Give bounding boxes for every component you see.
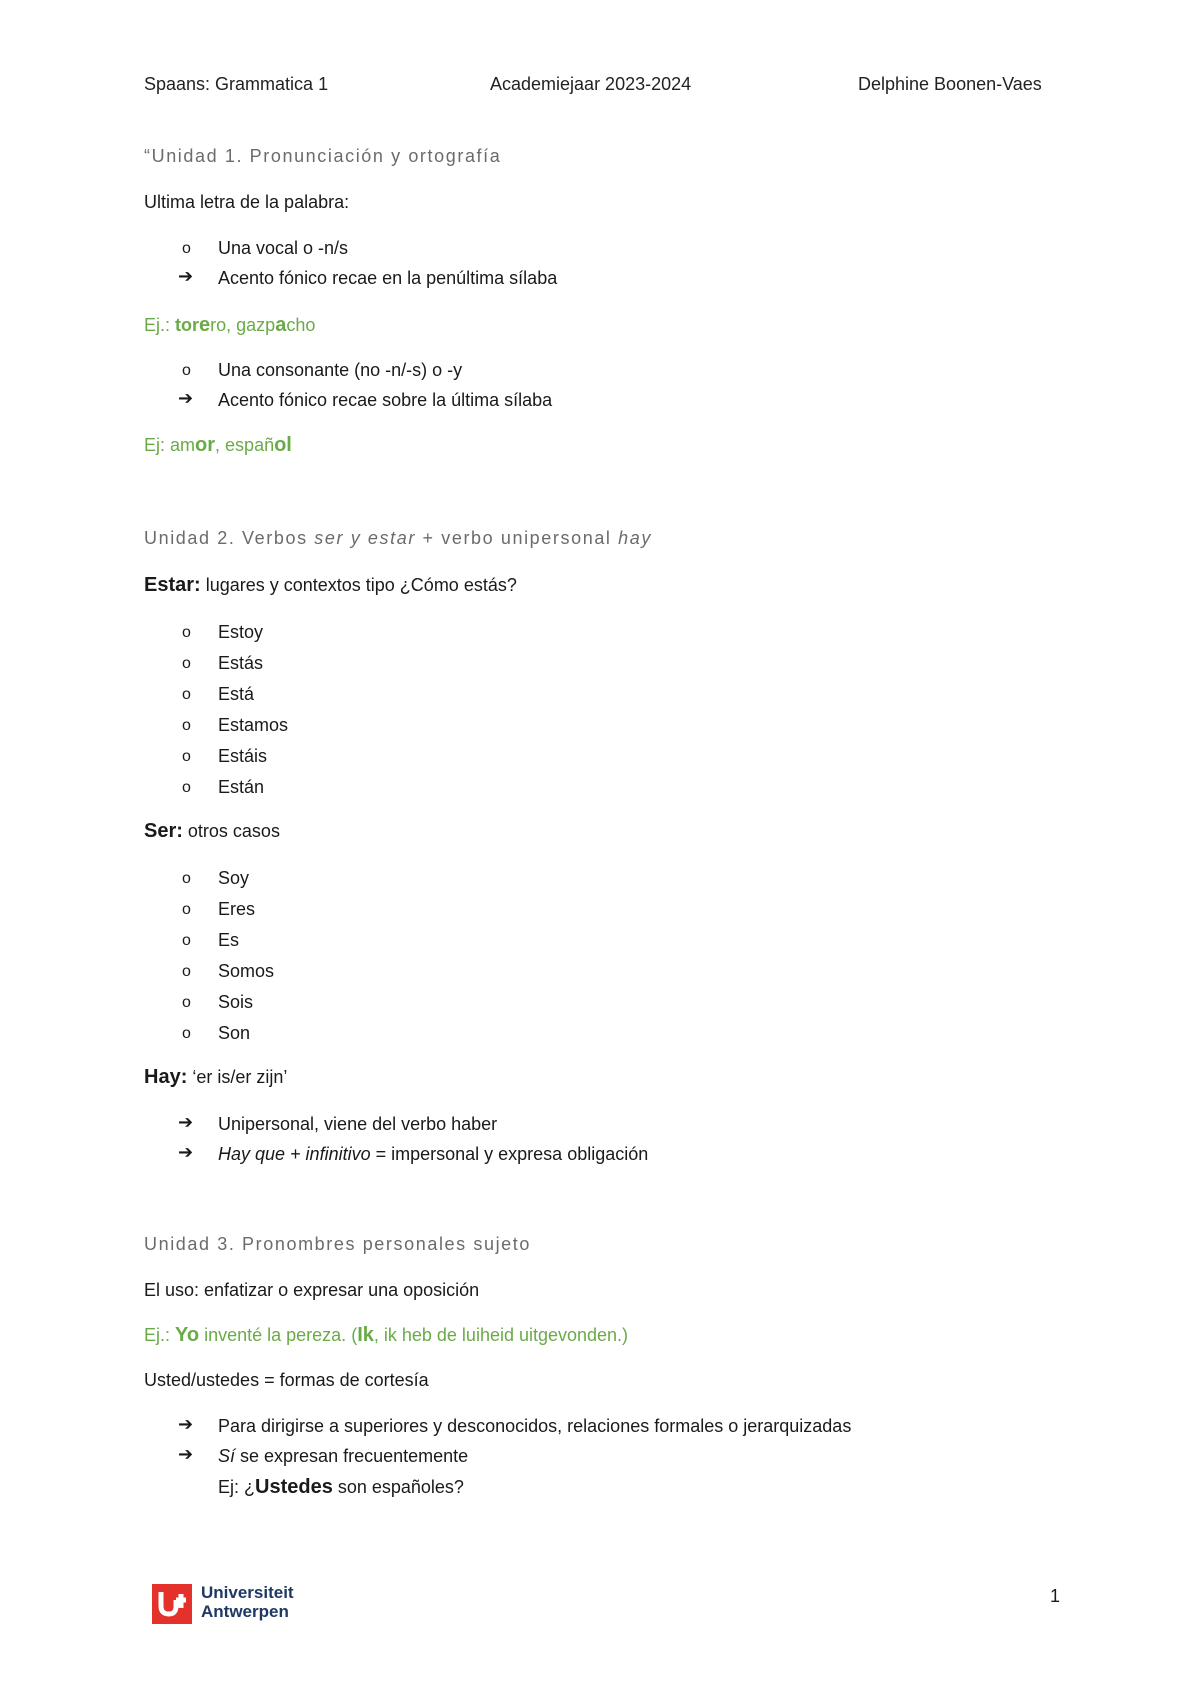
hay-note1: Unipersonal, viene del verbo haber [218, 1114, 498, 1134]
unit1-rule1-result: Acento fónico recae en la penúltima sílaba [218, 268, 558, 288]
arrow-right-icon: ➔ [178, 1414, 194, 1434]
estar-form: Estamos [218, 715, 289, 735]
unit3-note2: Sí se expresan frecuentemente [218, 1446, 469, 1466]
page-number: 1 [1050, 1586, 1061, 1606]
bullet-o-icon: o [182, 994, 191, 1011]
unit3-note1: Para dirigirse a superiores y desconocidos, relaciones formales o jerarquizadas [218, 1416, 852, 1436]
ser-form: Somos [218, 961, 275, 981]
ser-form: Soy [218, 868, 250, 888]
arrow-right-icon: ➔ [178, 266, 194, 286]
bullet-o-icon: o [182, 362, 191, 379]
ser-form: Eres [218, 899, 256, 919]
unit2-estar-line: Estar: lugares y contextos tipo ¿Cómo estás? [144, 574, 517, 596]
university-logo [152, 1582, 298, 1626]
unit3-example: Ej.: Yo inventé la pereza. (Ik, ik heb de luiheid uitgevonden.) [144, 1324, 629, 1346]
bullet-o-icon: o [182, 779, 191, 796]
arrow-right-icon: ➔ [178, 1112, 194, 1132]
estar-form: Estás [218, 653, 264, 673]
unit1-rule2: Una consonante (no -n/-s) o -y [218, 360, 463, 380]
logo-line2: Antwerpen [201, 1602, 289, 1621]
hay-note2: Hay que + infinitivo = impersonal y expresa obligación [218, 1144, 649, 1164]
bullet-o-icon: o [182, 717, 191, 734]
unit1-rule1: Una vocal o -n/s [218, 238, 349, 258]
bullet-o-icon: o [182, 932, 191, 949]
unit1-example1: Ej.: torero, gazpacho [144, 314, 316, 336]
unit3-heading: Unidad 3. Pronombres personales sujeto [144, 1234, 531, 1254]
header-course: Spaans: Grammatica 1 [144, 74, 329, 94]
bullet-o-icon: o [182, 870, 191, 887]
header-year: Academiejaar 2023-2024 [490, 74, 692, 94]
estar-form: Está [218, 684, 255, 704]
unit3-use: El uso: enfatizar o expresar una oposición [144, 1280, 480, 1300]
bullet-o-icon: o [182, 901, 191, 918]
estar-form: Estáis [218, 746, 268, 766]
university-logo-icon [152, 1584, 192, 1624]
arrow-right-icon: ➔ [178, 388, 194, 408]
arrow-right-icon: ➔ [178, 1444, 194, 1464]
bullet-o-icon: o [182, 240, 191, 257]
arrow-right-icon: ➔ [178, 1142, 194, 1162]
bullet-o-icon: o [182, 748, 191, 765]
unit1-intro: Ultima letra de la palabra: [144, 192, 350, 212]
bullet-o-icon: o [182, 655, 191, 672]
estar-form: Estoy [218, 622, 264, 642]
unit2-hay-line: Hay: ‘er is/er zijn’ [144, 1066, 288, 1088]
ser-form: Sois [218, 992, 254, 1012]
unit2-heading: Unidad 2. Verbos ser y estar + verbo unipersonal hay [144, 528, 652, 548]
unit3-courtesy: Usted/ustedes = formas de cortesía [144, 1370, 429, 1390]
bullet-o-icon: o [182, 686, 191, 703]
unit2-ser-line: Ser: otros casos [144, 820, 280, 842]
ser-form: Son [218, 1023, 251, 1043]
unit1-example2: Ej: amor, español [144, 434, 292, 456]
logo-line1: Universiteit [201, 1583, 294, 1602]
ser-form: Es [218, 930, 240, 950]
bullet-o-icon: o [182, 963, 191, 980]
unit1-rule2-result: Acento fónico recae sobre la última sílaba [218, 390, 553, 410]
bullet-o-icon: o [182, 1025, 191, 1042]
bullet-o-icon: o [182, 624, 191, 641]
header-author: Delphine Boonen-Vaes [858, 74, 1042, 94]
estar-form: Están [218, 777, 265, 797]
unit3-example2: Ej: ¿Ustedes son españoles? [218, 1476, 464, 1498]
unit1-heading: “Unidad 1. Pronunciación y ortografía [144, 146, 502, 166]
